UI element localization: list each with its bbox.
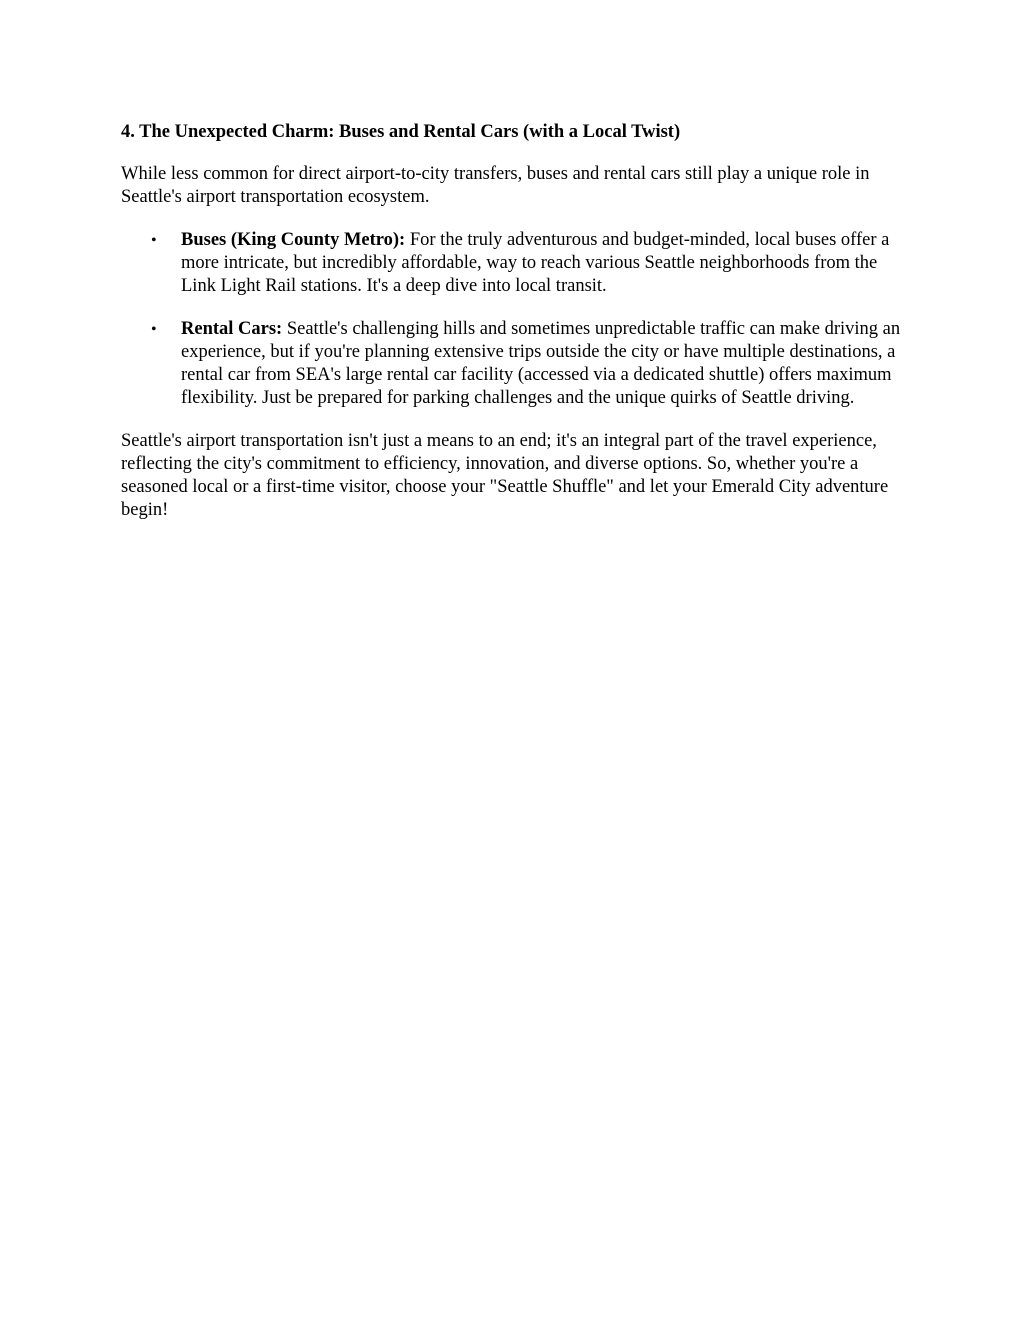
bullet-term: Buses (King County Metro):: [181, 230, 406, 250]
list-item-buses: [121, 229, 901, 298]
bullet-icon: •: [151, 321, 157, 338]
bullet-term: Rental Cars:: [181, 319, 283, 339]
list-item-rental-cars: [121, 318, 901, 410]
conclusion-paragraph: Seattle's airport transportation isn't just a means to an end; it's an integral part of the travel experience, reflecting the city's commitment to efficiency, innovation, and diverse options. So, whether you're a seasoned local or a first-time visitor, choose your "Seattle Shuffle" and let your Emerald City adventure begin!: [121, 431, 889, 520]
document-page: [121, 120, 901, 542]
bullet-text: For the truly adventurous and budget-minded, local buses offer a more intricate, but incredibly affordable, way to reach various Seattle neighborhoods from the Link Light Rail stations. It's a deep dive into local transit.: [181, 230, 890, 296]
bullet-list: [121, 229, 901, 410]
intro-paragraph: While less common for direct airport-to-city transfers, buses and rental cars still play a unique role in Seattle's airport transportation ecosystem.: [121, 164, 870, 207]
bullet-icon: •: [151, 232, 157, 249]
bullet-text: Seattle's challenging hills and sometimes unpredictable traffic can make driving an experience, but if you're planning extensive trips outside the city or have multiple destinations, a rental car from SEA's large rental car facility (accessed via a dedicated shuttle) offers maximum flexibility. Just be prepared for parking challenges and the unique quirks of Seattle driving.: [181, 319, 901, 408]
section-heading: 4. The Unexpected Charm: Buses and Rental Cars (with a Local Twist): [121, 122, 681, 142]
